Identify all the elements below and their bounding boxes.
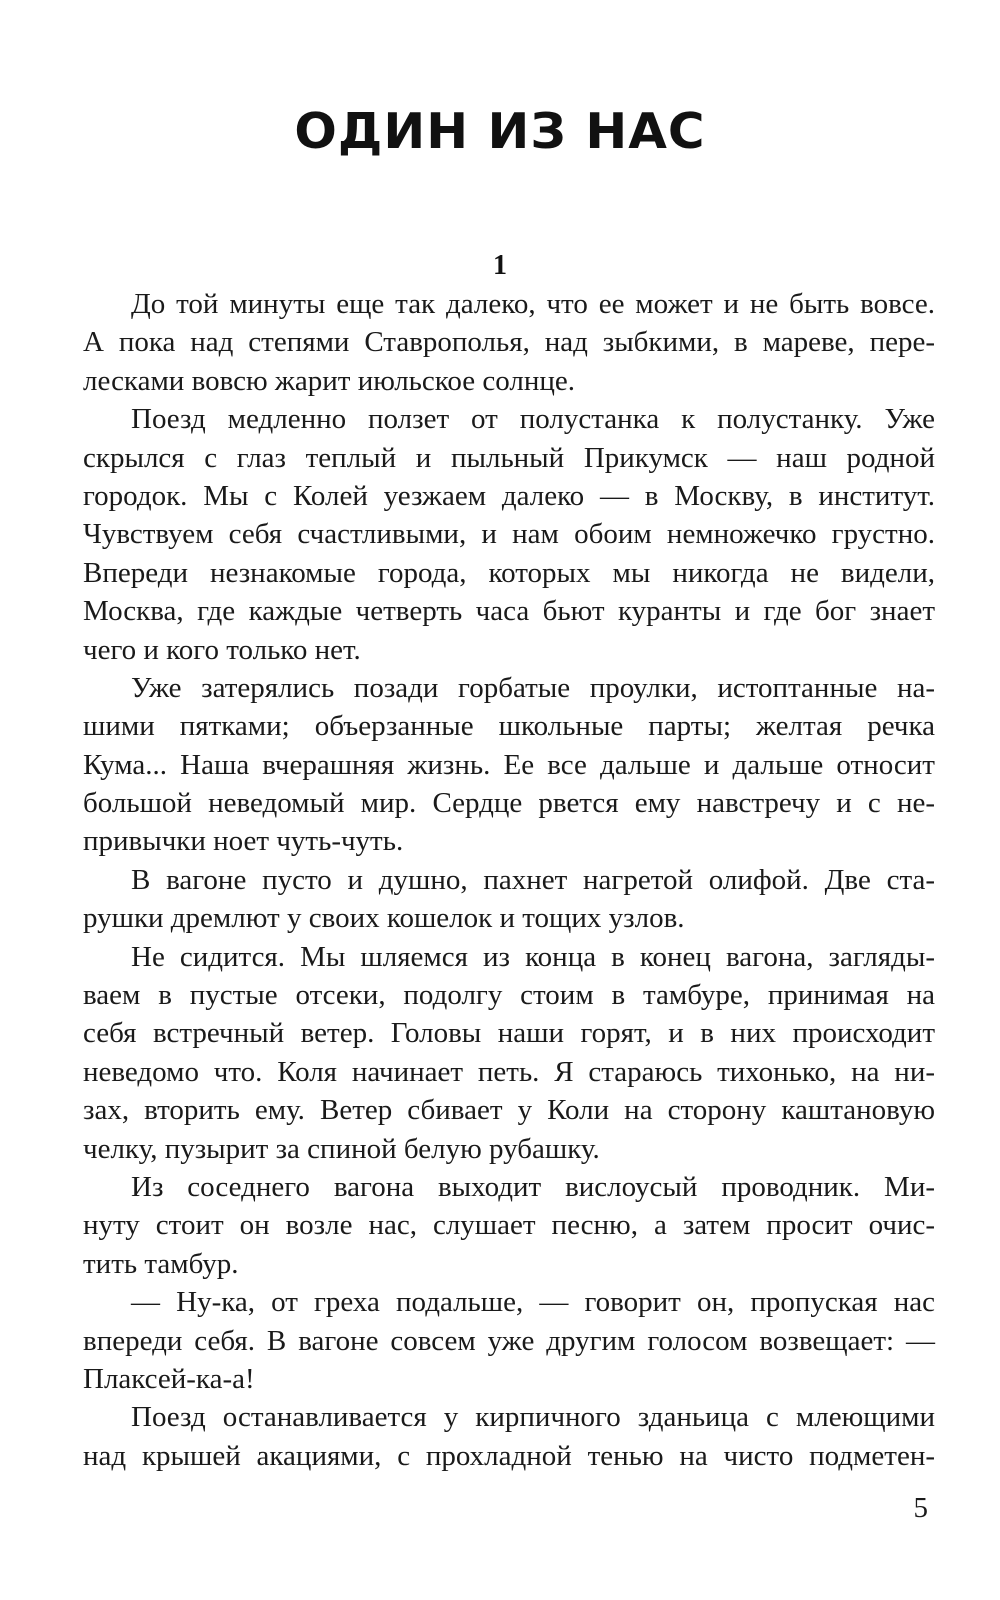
text-line: себя встречный ветер. Головы наши горят, и в них происходит: [83, 1017, 935, 1050]
chapter-title: ОДИН ИЗ НАС: [294, 103, 706, 160]
body-text: [83, 285, 935, 1475]
text-line: рушки дремлют у своих кошелок и тощих узлов.: [83, 902, 685, 935]
text-line: скрылся с глаз теплый и пыльный Прикумск — наш родной: [83, 441, 935, 474]
text-line: впереди себя. В вагоне совсем уже другим голосом возвещает: —: [83, 1324, 935, 1357]
text-line: Из соседнего вагона выходит вислоусый проводник. Ми-: [131, 1170, 935, 1203]
text-line: Чувствуем себя счастливыми, и нам обоим немножечко грустно.: [83, 518, 935, 551]
text-line: нуту стоит он возле нас, слушает песню, а затем просит очис-: [83, 1209, 935, 1242]
text-line: челку, пузырит за спиной белую рубашку.: [83, 1132, 600, 1165]
text-line: Плаксей-ка-а!: [83, 1362, 255, 1395]
text-line: неведомо что. Коля начинает петь. Я стараюсь тихонько, на ни-: [83, 1055, 935, 1088]
text-line: Поезд медленно ползет от полустанка к полустанку. Уже: [131, 403, 935, 436]
text-line: Впереди незнакомые города, которых мы никогда не видели,: [83, 556, 935, 589]
text-line: Москва, где каждые четверть часа бьют куранты и где бог знает: [83, 595, 935, 628]
chapter-number: 1: [493, 250, 507, 281]
text-line: В вагоне пусто и душно, пахнет нагретой олифой. Две ста-: [131, 863, 935, 896]
text-line: До той минуты еще так далеко, что ее может и не быть вовсе.: [131, 288, 935, 320]
page-number: 5: [913, 1492, 928, 1524]
text-line: над крышей акациями, с прохладной тенью на чисто подметен-: [83, 1439, 935, 1472]
text-line: — Ну-ка, от греха подальше, — говорит он, пропуская нас: [131, 1286, 935, 1319]
text-line: большой неведомый мир. Сердце рвется ему навстречу и с не-: [83, 787, 935, 820]
text-line: шими пятками; объерзанные школьные парты; желтая речка: [83, 710, 935, 743]
text-line: тить тамбур.: [83, 1247, 239, 1280]
text-line: ваем в пустые отсеки, подолгу стоим в тамбуре, принимая на: [83, 979, 935, 1012]
text-line: зах, вторить ему. Ветер сбивает у Коли на сторону каштановую: [83, 1094, 935, 1127]
text-line: лесками вовсю жарит июльское солнце.: [83, 364, 575, 397]
text-line: Кума... Наша вчерашняя жизнь. Ее все дальше и дальше относит: [83, 748, 935, 781]
text-line: чего и кого только нет.: [83, 633, 361, 666]
text-line: Не сидится. Мы шляемся из конца в конец вагона, загляды-: [131, 940, 935, 973]
text-line: Уже затерялись позади горбатые проулки, истоптанные на-: [131, 671, 935, 704]
text-line: привычки ноет чуть-чуть.: [83, 825, 404, 858]
text-line: городок. Мы с Колей уезжаем далеко — в Москву, в институт.: [83, 479, 935, 512]
text-line: Поезд останавливается у кирпичного зданьица с млеющими: [131, 1401, 935, 1434]
text-line: А пока над степями Ставрополья, над зыбкими, в мареве, пере-: [83, 326, 935, 359]
